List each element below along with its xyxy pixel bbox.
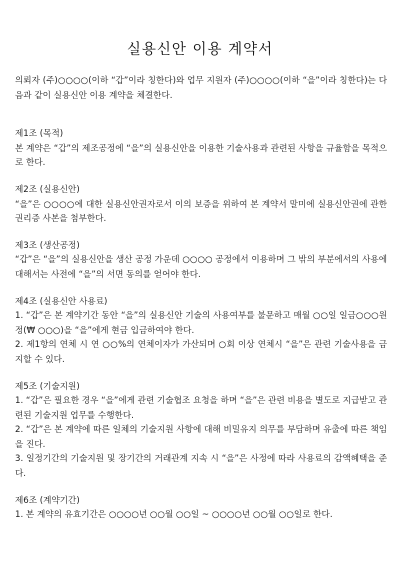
article-title: 제1조 (목적) xyxy=(15,129,64,140)
spacer xyxy=(15,227,387,239)
article-6 xyxy=(15,494,387,523)
article-line: 본 계약은 “갑”의 제조공정에 “을”의 실용신안을 이용한 기술사용과 관련된 사항을 규율함을 목적으로 한다. xyxy=(15,143,387,169)
article-line: 2. “갑”은 본 계약에 따른 일체의 기술지원 사항에 대해 비밀유지 의무를 부담하며 유출에 따른 책임을 진다. xyxy=(15,425,387,450)
article-title: 제2조 (실용신안) xyxy=(15,184,80,195)
spacer xyxy=(15,103,387,115)
document-title: 실용신안 이용 계약서 xyxy=(126,42,274,58)
article-title: 제3조 (생산공정) xyxy=(15,240,80,251)
spacer xyxy=(15,482,387,494)
article-line: 3. 일정기간의 기술지원 및 장기간의 거래관계 지속 시 “을”은 사정에 따라 사용료의 감액혜택을 준다. xyxy=(15,454,387,480)
article-1 xyxy=(15,127,387,171)
article-line: 1. “갑”은 필요한 경우 “을”에게 관련 기술협조 요청을 하며 “을”은 관련 비용을 별도로 지급받고 관련된 기술지원 업무를 수행한다. xyxy=(15,396,388,421)
article-line: 1. 본 계약의 유효기간은 ○○○○년 ○○월 ○○일 ~ ○○○○년 ○○월 ○○일로 한다. xyxy=(15,510,333,521)
article-line: 1. “갑”은 본 계약기간 동안 “을”의 실용신안 기술의 사용여부를 불문하고 매월 ○○일 일금○○○원정(₩ ○○○)을 “을”에게 현금 입금하여야 한다. xyxy=(15,311,387,336)
article-line: “갑”은 “을”의 실용신안을 생산 공정 가운데 ○○○○ 공정에서 이용하며 그 밖의 부분에서의 사용에 대해서는 사전에 “을”의 서면 동의를 얻어야 한다. xyxy=(15,255,387,280)
article-4 xyxy=(15,295,387,368)
spacer xyxy=(15,115,387,127)
article-2 xyxy=(15,183,387,227)
article-title: 제4조 (실용신안 사용료) xyxy=(15,296,108,307)
spacer xyxy=(15,171,387,183)
spacer xyxy=(15,283,387,295)
document-body xyxy=(15,74,387,523)
intro-paragraph: 의뢰자 (주)○○○○(이하 “갑”이라 칭한다)와 업무 지원자 (주)○○○○(이하 “을”이라 칭한다)는 다음과 같이 실용신안 이용 계약을 체결한다. xyxy=(15,76,387,101)
article-title: 제5조 (기술지원) xyxy=(15,381,80,392)
article-line: “을”은 ○○○○에 대한 실용신안권자로서 이의 보증을 위하여 본 계약서 말미에 실용신안권에 관한 권리증 사본을 첨부한다. xyxy=(15,199,387,225)
article-5 xyxy=(15,380,387,482)
spacer xyxy=(15,368,387,380)
article-line: 2. 제1항의 연체 시 연 ○○%의 연체이자가 가산되며 ○회 이상 연체시 “을”은 관련 기술사용을 금지할 수 있다. xyxy=(15,340,387,365)
article-3 xyxy=(15,239,387,283)
article-title: 제6조 (계약기간) xyxy=(15,495,80,506)
